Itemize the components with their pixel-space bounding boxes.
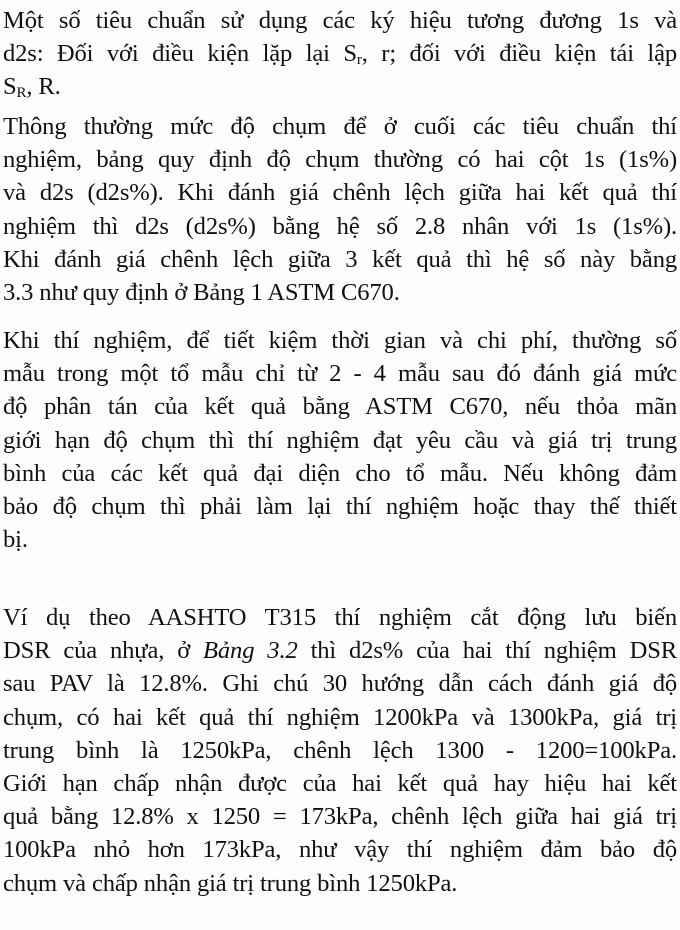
text-line: và d2s (d2s%). Khi đánh giá chênh lệch giữa hai kết quả thí: [3, 179, 677, 207]
text-line: Giới hạn chấp nhận được của hai kết quả hay hiệu hai kết: [3, 769, 677, 797]
text-line: mẫu trong một tổ mẫu chỉ từ 2 - 4 mẫu sau đó đánh giá mức: [3, 360, 677, 388]
text-line: nghiệm thì d2s (d2s%) bằng hệ số 2.8 nhân với 1s (1s%).: [3, 212, 677, 240]
text-line: Khi thí nghiệm, để tiết kiệm thời gian và chi phí, thường số: [3, 327, 677, 354]
text-line: nghiệm, bảng quy định độ chụm thường có hai cột 1s (1s%): [3, 146, 677, 174]
text-line: Ví dụ theo AASHTO T315 thí nghiệm cắt động lưu biến: [3, 604, 677, 631]
paragraph-3: [3, 324, 677, 556]
subscript-r: r: [356, 52, 362, 69]
text-line: quả bằng 12.8% x 1250 = 173kPa, chênh lệch giữa hai giá trị: [3, 803, 677, 831]
text-line: độ phân tán của kết quả bằng ASTM C670, nếu thỏa mãn: [3, 393, 677, 421]
text-span: , r; đối với điều kiện tái lập: [361, 40, 677, 68]
text-line: Một số tiêu chuẩn sử dụng các ký hiệu tương đương 1s và: [3, 7, 677, 34]
text-span: d2s: Đối với điều kiện lặp lại S: [3, 40, 357, 68]
text-line: bị.: [3, 526, 28, 554]
text-line: chụm và chấp nhận giá trị trung bình 1250kPa.: [3, 869, 458, 897]
text-line: giới hạn độ chụm thì thí nghiệm đạt yêu cầu và giá trị trung: [3, 426, 677, 454]
text-span: thì d2s% của hai thí nghiệm DSR: [297, 637, 677, 665]
text-line: Thông thường mức độ chụm để ở cuối các tiêu chuẩn thí: [3, 113, 677, 140]
text-line: [3, 634, 677, 667]
text-line: bình của các kết quả đại diện cho tổ mẫu. Nếu không đảm: [3, 459, 677, 487]
paragraph-4: [3, 601, 677, 900]
text-line: trung bình là 1250kPa, chênh lệch 1300 - 1200=100kPa.: [3, 736, 677, 764]
text-span: , R.: [26, 73, 61, 101]
subscript-R: R: [16, 85, 27, 102]
text-span: DSR của nhựa, ở: [3, 637, 204, 665]
paragraph-1: [3, 4, 677, 104]
text-line: [3, 70, 677, 103]
text-line: 3.3 như quy định ở Bảng 1 ASTM C670.: [3, 278, 400, 306]
text-line: 100kPa nhỏ hơn 173kPa, như vậy thí nghiệm đảm bảo độ: [3, 836, 677, 864]
text-line: sau PAV là 12.8%. Ghi chú 30 hướng dẫn cách đánh giá độ: [3, 670, 677, 698]
text-line: bảo độ chụm thì phải làm lại thí nghiệm hoặc thay thế thiết: [3, 492, 677, 520]
paragraph-2: [3, 110, 677, 309]
text-line: [3, 37, 677, 70]
table-reference: Bảng 3.2: [203, 637, 298, 665]
text-line: chụm, có hai kết quả thí nghiệm 1200kPa và 1300kPa, giá trị: [3, 703, 677, 731]
text-line: Khi đánh giá chênh lệch giữa 3 kết quả thì hệ số này bằng: [3, 245, 677, 273]
text-span: S: [3, 73, 17, 101]
